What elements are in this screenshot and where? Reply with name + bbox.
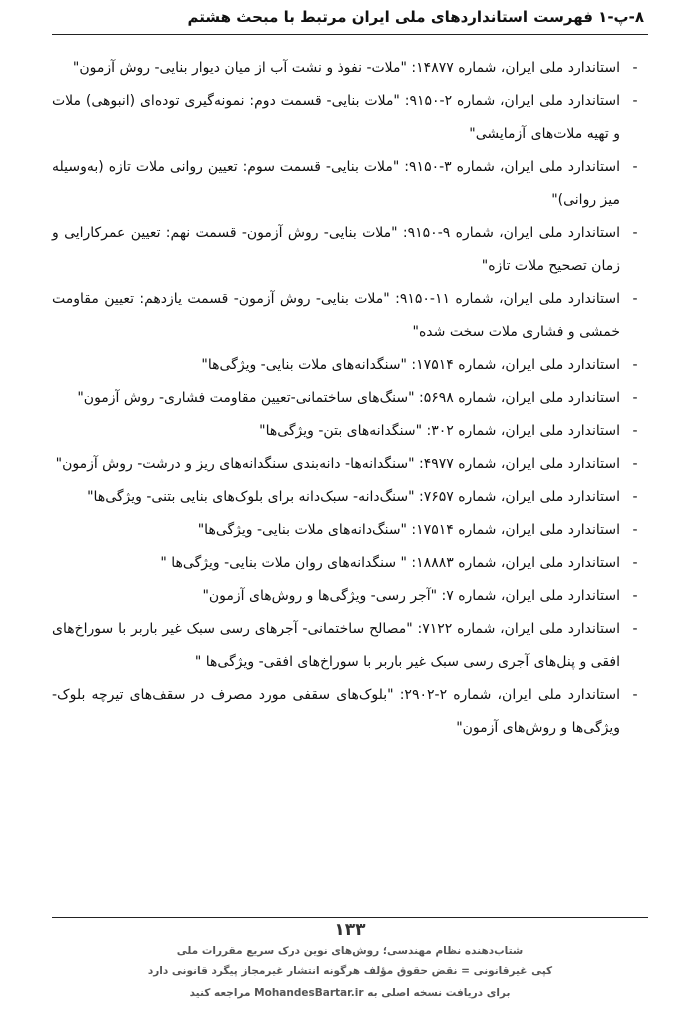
list-item <box>52 448 646 481</box>
list-item <box>52 85 646 151</box>
list-item <box>52 415 646 448</box>
list-item-text: استاندارد ملی ایران، شماره ۱۷۵۱۴: "سنگ‌دانه‌های ملات بنایی- ویژگی‌ها" <box>197 522 620 538</box>
list-item <box>52 547 646 580</box>
list-item-text: استاندارد ملی ایران، شماره ۱۸۸۸۳: " سنگدانه‌های روان ملات بنایی- ویژگی‌ها " <box>160 555 620 571</box>
list-item <box>52 481 646 514</box>
list-item-text: استاندارد ملی ایران، شماره ۴۹۷۷: "سنگدانه‌ها- دانه‌بندی سنگدانه‌های ریز و درشت- روش آزمون" <box>55 456 620 472</box>
bullet-dash: - <box>632 225 638 241</box>
footer-line: برای دریافت نسخه اصلی به MohandesBartar.ir مراجعه کنید <box>189 987 511 999</box>
list-item-text: استاندارد ملی ایران، شماره ۱۷۵۱۴: "سنگدانه‌های ملات بنایی- ویژگی‌ها" <box>201 357 620 373</box>
footer-line: شتاب‌دهنده نظام مهندسی؛ روش‌های نوین درک سریع مقررات ملی <box>176 945 524 957</box>
list-item <box>52 382 646 415</box>
bullet-dash: - <box>632 588 638 604</box>
bullet-dash: - <box>632 489 638 505</box>
list-item-text: استاندارد ملی ایران، شماره ۹-۹۱۵۰: "ملات بنایی- روش آزمون- قسمت نهم: تعیین عمرکارایی و زمان تصحیح ملات تازه" <box>52 225 620 274</box>
bullet-dash: - <box>632 456 638 472</box>
list-item <box>52 349 646 382</box>
bullet-dash: - <box>632 93 638 109</box>
list-item-text: استاندارد ملی ایران، شماره ۵۶۹۸: "سنگ‌های ساختمانی-تعیین مقاومت فشاری- روش آزمون" <box>77 390 620 406</box>
list-item-text: استاندارد ملی ایران، شماره ۱۱-۹۱۵۰: "ملات بنایی- روش آزمون- قسمت یازدهم: تعیین مقاومت خمشی و فشاری ملات سخت شده" <box>52 291 620 340</box>
page-number: ۱۳۳ <box>334 920 366 940</box>
list-item <box>52 679 646 745</box>
bullet-dash: - <box>632 159 638 175</box>
bullet-dash: - <box>632 621 638 637</box>
bullet-dash: - <box>632 555 638 571</box>
list-item <box>52 217 646 283</box>
bullet-dash: - <box>632 390 638 406</box>
list-item-text: استاندارد ملی ایران، شماره ۷: "آجر رسی- ویژگی‌ها و روش‌های آزمون" <box>202 588 620 604</box>
list-item-text: استاندارد ملی ایران، شماره ۳۰۲: "سنگدانه‌های بتن- ویژگی‌ها" <box>259 423 620 439</box>
list-item-text: استاندارد ملی ایران، شماره ۷۱۲۲: "مصالح ساختمانی- آجرهای رسی سبک غیر باربر با سوراخ‌های افقی و پنل‌های آجری رسی سبک غیر باربر با سوراخ‌های افقی- ویژگی‌ها " <box>52 621 620 670</box>
list-item-text: استاندارد ملی ایران، شماره ۱۴۸۷۷: "ملات- نفوذ و نشت آب از میان دیوار بنایی- روش آزمون" <box>72 60 620 76</box>
bullet-dash: - <box>632 291 638 307</box>
footer-divider <box>52 917 648 918</box>
page-header: ۸-پ-۱ فهرست استانداردهای ملی ایران مرتبط با مبحث هشتم <box>187 8 644 26</box>
standards-list <box>52 52 646 745</box>
bullet-dash: - <box>632 60 638 76</box>
list-item-text: استاندارد ملی ایران، شماره ۲-۹۱۵۰: "ملات بنایی- قسمت دوم: نمونه‌گیری توده‌ای (انبوهی) ملات و تهیه ملات‌های آزمایشی" <box>52 93 620 142</box>
bullet-dash: - <box>632 357 638 373</box>
list-item <box>52 151 646 217</box>
list-item-text: استاندارد ملی ایران، شماره ۲-۲۹۰۲: "بلوک‌های سقفی مورد مصرف در سقف‌های تیرچه بلوک- ویژگی‌ها و روش‌های آزمون" <box>52 687 620 736</box>
footer-line: کپی غیرقانونی = نقض حقوق مؤلف هرگونه انتشار غیرمجاز پیگرد قانونی دارد <box>147 965 553 977</box>
list-item <box>52 514 646 547</box>
header-divider <box>52 34 648 35</box>
bullet-dash: - <box>632 423 638 439</box>
list-item <box>52 580 646 613</box>
bullet-dash: - <box>632 522 638 538</box>
list-item-text: استاندارد ملی ایران، شماره ۷۶۵۷: "سنگ‌دانه- سبک‌دانه برای بلوک‌های بنایی بتنی- ویژگی‌ها" <box>87 489 620 505</box>
list-item <box>52 613 646 679</box>
bullet-dash: - <box>632 687 638 703</box>
list-item <box>52 283 646 349</box>
list-item-text: استاندارد ملی ایران، شماره ۳-۹۱۵۰: "ملات بنایی- قسمت سوم: تعیین روانی ملات تازه (به‌وسیله میز روانی)" <box>52 159 621 208</box>
list-item <box>52 52 646 85</box>
